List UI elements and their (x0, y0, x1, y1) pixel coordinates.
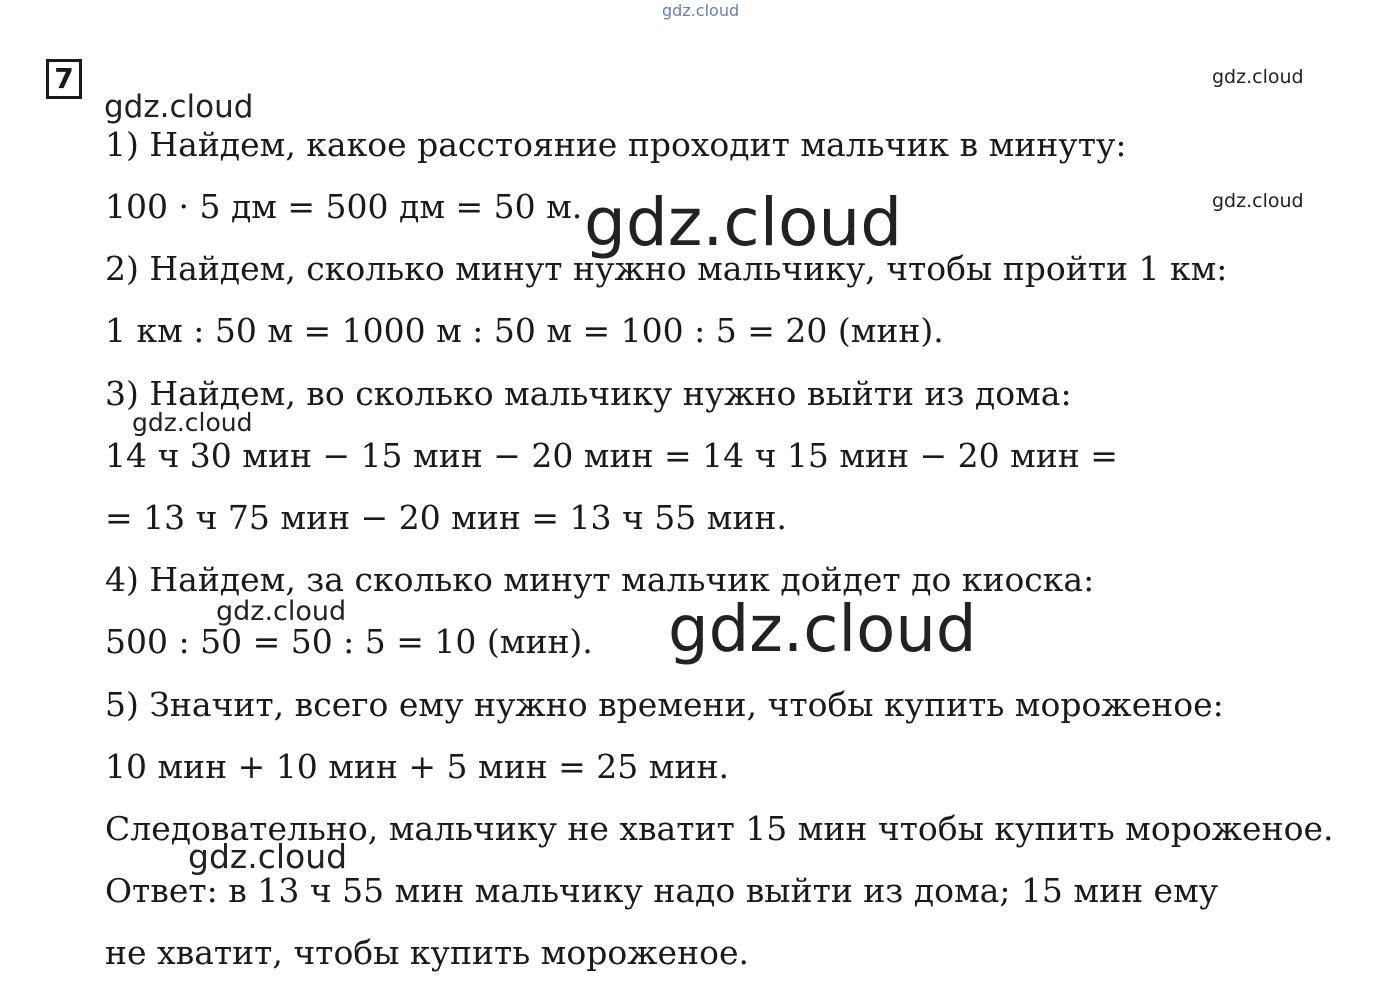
watermark-small-4: gdz.cloud (188, 837, 348, 876)
solution-line: 1) Найдем, какое расстояние проходит мальчик в минуту: (105, 125, 1127, 164)
answer-line: не хватит, чтобы купить мороженое. (105, 933, 749, 972)
solution-line: 2) Найдем, сколько минут нужно мальчику, чтобы пройти 1 км: (105, 249, 1228, 288)
watermark-big-2: gdz.cloud (668, 593, 977, 667)
watermark-small-1: gdz.cloud (104, 89, 254, 125)
watermark-big-1: gdz.cloud (584, 184, 903, 261)
solution-line: 4) Найдем, за сколько минут мальчик дойдет до киоска: (105, 560, 1095, 599)
solution-line: 1 км : 50 м = 1000 м : 50 м = 100 : 5 = 20 (мин). (105, 311, 944, 350)
watermark-top: gdz.cloud (662, 1, 740, 20)
solution-line: 3) Найдем, во сколько мальчику нужно выйти из дома: (105, 374, 1072, 413)
solution-line: 100 · 5 дм = 500 дм = 50 м. (105, 187, 583, 226)
answer-line: Ответ: в 13 ч 55 мин мальчику надо выйти из дома; 15 мин ему (105, 871, 1219, 910)
solution-line: Следовательно, мальчику не хватит 15 мин чтобы купить мороженое. (105, 809, 1334, 848)
solution-line: 500 : 50 = 50 : 5 = 10 (мин). (105, 622, 593, 661)
task-number: 7 (46, 59, 82, 99)
solution-line: 5) Значит, всего ему нужно времени, чтобы купить мороженое: (105, 685, 1224, 724)
watermark-small-3: gdz.cloud (216, 596, 347, 627)
solution-line: 10 мин + 10 мин + 5 мин = 25 мин. (105, 747, 729, 786)
watermark-small-2: gdz.cloud (132, 408, 253, 437)
solution-line: 14 ч 30 мин − 15 мин − 20 мин = 14 ч 15 мин − 20 мин = (105, 436, 1118, 475)
solution-line: = 13 ч 75 мин − 20 мин = 13 ч 55 мин. (105, 498, 787, 537)
watermark-right-2: gdz.cloud (1212, 190, 1304, 212)
watermark-right-1: gdz.cloud (1212, 66, 1304, 88)
